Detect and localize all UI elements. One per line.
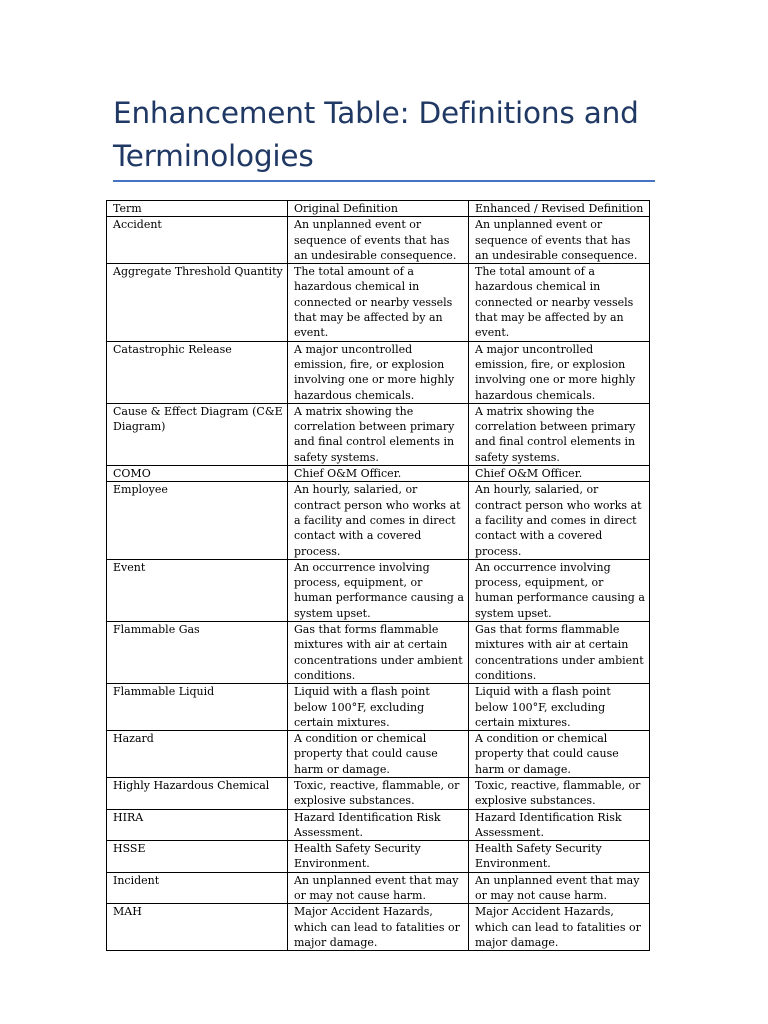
table-row <box>107 622 650 684</box>
enhanced-definition-cell: An hourly, salaried, or contract person who works at a facility and comes in direct contact with a covered process. <box>469 482 650 559</box>
table-row <box>107 341 650 403</box>
enhanced-definition-cell: A matrix showing the correlation between primary and final control elements in safety systems. <box>469 403 650 465</box>
term-cell: Event <box>107 559 288 621</box>
original-definition-cell: Gas that forms flammable mixtures with air at certain concentrations under ambient conditions. <box>288 622 469 684</box>
enhanced-definition-cell: Liquid with a flash point below 100°F, excluding certain mixtures. <box>469 684 650 731</box>
original-definition-cell: The total amount of a hazardous chemical in connected or nearby vessels that may be affected by an event. <box>288 264 469 341</box>
original-definition-cell: A condition or chemical property that could cause harm or damage. <box>288 731 469 778</box>
original-definition-cell: Chief O&M Officer. <box>288 466 469 482</box>
term-cell: COMO <box>107 466 288 482</box>
term-cell: Accident <box>107 217 288 264</box>
enhanced-definition-cell: Major Accident Hazards, which can lead to fatalities or major damage. <box>469 904 650 951</box>
original-definition-cell: An unplanned event that may or may not cause harm. <box>288 872 469 904</box>
original-definition-cell: Hazard Identification Risk Assessment. <box>288 809 469 841</box>
table-row <box>107 466 650 482</box>
original-definition-cell: An unplanned event or sequence of events that has an undesirable consequence. <box>288 217 469 264</box>
table-row <box>107 264 650 341</box>
term-cell: Employee <box>107 482 288 559</box>
table-row <box>107 809 650 841</box>
table-row <box>107 403 650 465</box>
original-definition-cell: Major Accident Hazards, which can lead to fatalities or major damage. <box>288 904 469 951</box>
page-title: Enhancement Table: Definitions and Terminologies <box>113 96 639 173</box>
term-cell: Aggregate Threshold Quantity <box>107 264 288 341</box>
title-underline <box>113 180 655 182</box>
table-row <box>107 559 650 621</box>
term-cell: Incident <box>107 872 288 904</box>
table-row <box>107 872 650 904</box>
table-row <box>107 684 650 731</box>
table-row <box>107 217 650 264</box>
table-body <box>107 217 650 951</box>
term-cell: Flammable Liquid <box>107 684 288 731</box>
table-row <box>107 777 650 809</box>
enhanced-definition-cell: Toxic, reactive, flammable, or explosive substances. <box>469 777 650 809</box>
table-row <box>107 841 650 873</box>
enhanced-definition-cell: Gas that forms flammable mixtures with air at certain concentrations under ambient conditions. <box>469 622 650 684</box>
column-header-original-definition: Original Definition <box>288 201 469 217</box>
enhanced-definition-cell: A condition or chemical property that could cause harm or damage. <box>469 731 650 778</box>
original-definition-cell: Health Safety Security Environment. <box>288 841 469 873</box>
original-definition-cell: Liquid with a flash point below 100°F, excluding certain mixtures. <box>288 684 469 731</box>
enhanced-definition-cell: An unplanned event that may or may not cause harm. <box>469 872 650 904</box>
original-definition-cell: An hourly, salaried, or contract person who works at a facility and comes in direct contact with a covered process. <box>288 482 469 559</box>
term-cell: HIRA <box>107 809 288 841</box>
term-cell: Hazard <box>107 731 288 778</box>
table-row <box>107 482 650 559</box>
enhanced-definition-cell: A major uncontrolled emission, fire, or explosion involving one or more highly hazardous chemicals. <box>469 341 650 403</box>
term-cell: MAH <box>107 904 288 951</box>
enhanced-definition-cell: Chief O&M Officer. <box>469 466 650 482</box>
enhanced-definition-cell: Health Safety Security Environment. <box>469 841 650 873</box>
term-cell: Cause & Effect Diagram (C&E Diagram) <box>107 403 288 465</box>
column-header-enhanced-definition: Enhanced / Revised Definition <box>469 201 650 217</box>
enhanced-definition-cell: An unplanned event or sequence of events that has an undesirable consequence. <box>469 217 650 264</box>
term-cell: Catastrophic Release <box>107 341 288 403</box>
definitions-table <box>106 200 650 951</box>
column-header-term: Term <box>107 201 288 217</box>
term-cell: Flammable Gas <box>107 622 288 684</box>
enhanced-definition-cell: Hazard Identification Risk Assessment. <box>469 809 650 841</box>
original-definition-cell: A major uncontrolled emission, fire, or explosion involving one or more highly hazardous chemicals. <box>288 341 469 403</box>
term-cell: HSSE <box>107 841 288 873</box>
original-definition-cell: An occurrence involving process, equipment, or human performance causing a system upset. <box>288 559 469 621</box>
original-definition-cell: A matrix showing the correlation between primary and final control elements in safety systems. <box>288 403 469 465</box>
enhanced-definition-cell: An occurrence involving process, equipment, or human performance causing a system upset. <box>469 559 650 621</box>
original-definition-cell: Toxic, reactive, flammable, or explosive substances. <box>288 777 469 809</box>
table-row <box>107 731 650 778</box>
table-row <box>107 904 650 951</box>
table-header-row <box>107 201 650 217</box>
term-cell: Highly Hazardous Chemical <box>107 777 288 809</box>
enhanced-definition-cell: The total amount of a hazardous chemical in connected or nearby vessels that may be affected by an event. <box>469 264 650 341</box>
